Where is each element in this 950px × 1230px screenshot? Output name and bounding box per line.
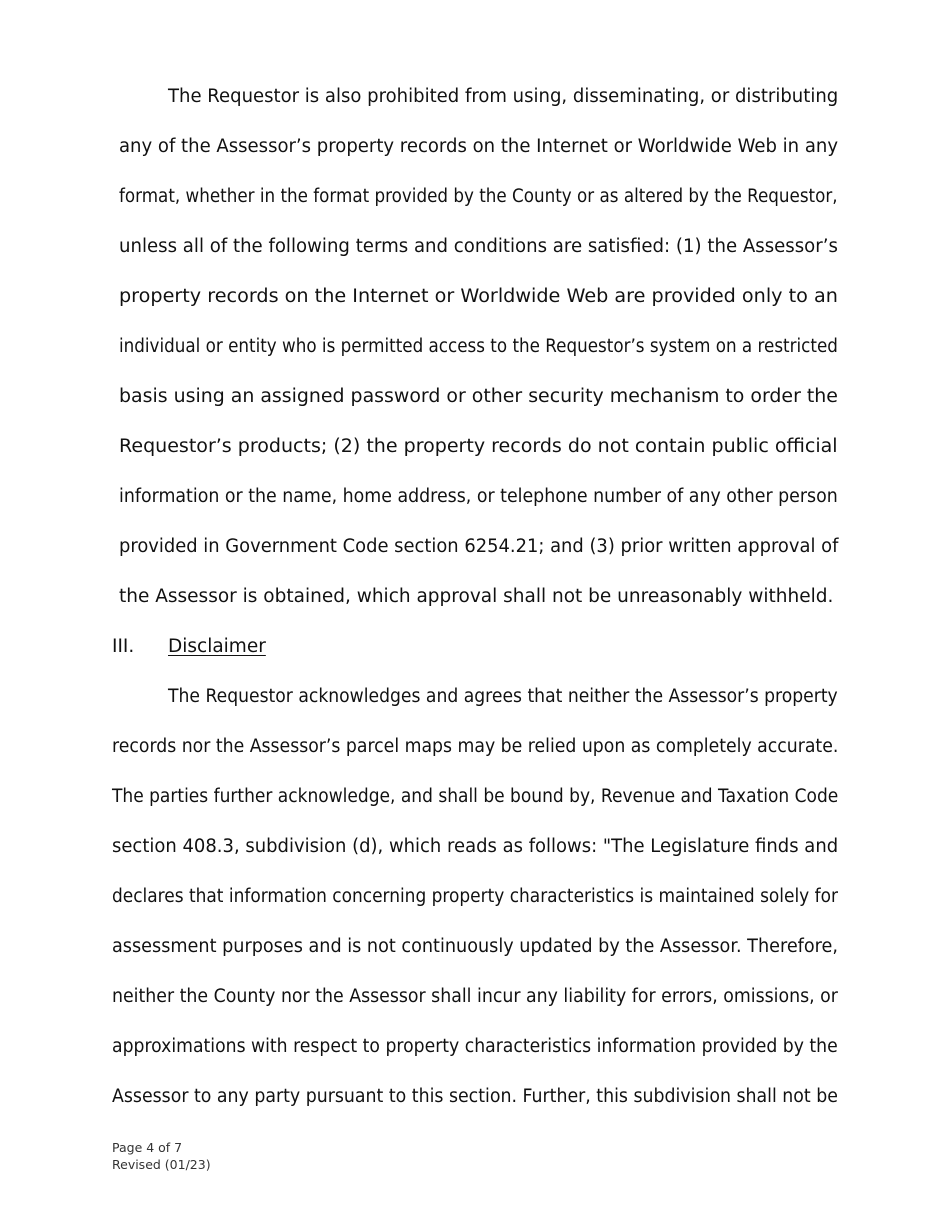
footer-revision-date: Revised (01/23) [112, 1157, 211, 1172]
section-number: III. [112, 636, 135, 657]
paragraph-line: individual or entity who is permitted access to the Requestor’s system on a restricted [119, 336, 838, 357]
paragraph-line: section 408.3, subdivision (d), which reads as follows: "The Legislature finds and [112, 836, 839, 857]
paragraph-line: neither the County nor the Assessor shall incur any liability for errors, omissions, or [112, 986, 838, 1007]
paragraph-line: The parties further acknowledge, and shall be bound by, Revenue and Taxation Code [112, 786, 839, 807]
paragraph-line: format, whether in the format provided by the County or as altered by the Requestor, [119, 186, 838, 207]
section-title: Disclaimer [168, 636, 266, 657]
paragraph-line: Assessor to any party pursuant to this section. Further, this subdivision shall not be [112, 1086, 838, 1107]
paragraph-line: information or the name, home address, or telephone number of any other person [119, 486, 838, 507]
paragraph-line: property records on the Internet or Worldwide Web are provided only to an [119, 286, 838, 307]
paragraph-line: provided in Government Code section 6254.21; and (3) prior written approval of [119, 536, 839, 557]
paragraph-line: records nor the Assessor’s parcel maps may be relied upon as completely accurate. [112, 736, 839, 757]
paragraph-line: the Assessor is obtained, which approval shall not be unreasonably withheld. [119, 586, 834, 607]
paragraph-line: approximations with respect to property characteristics information provided by the [112, 1036, 838, 1057]
paragraph-line: The Requestor acknowledges and agrees that neither the Assessor’s property [168, 686, 838, 707]
footer-page-number: Page 4 of 7 [112, 1140, 183, 1155]
paragraph-line: unless all of the following terms and conditions are satisfied: (1) the Assessor’s [119, 236, 838, 257]
paragraph-line: The Requestor is also prohibited from using, disseminating, or distributing [168, 86, 839, 107]
paragraph-line: Requestor’s products; (2) the property records do not contain public official [119, 436, 838, 457]
paragraph-line: basis using an assigned password or other security mechanism to order the [119, 386, 838, 407]
paragraph-line: any of the Assessor’s property records on the Internet or Worldwide Web in any [119, 136, 839, 157]
paragraph-line: declares that information concerning property characteristics is maintained solely for [112, 886, 838, 907]
paragraph-line: assessment purposes and is not continuously updated by the Assessor. Therefore, [112, 936, 838, 957]
